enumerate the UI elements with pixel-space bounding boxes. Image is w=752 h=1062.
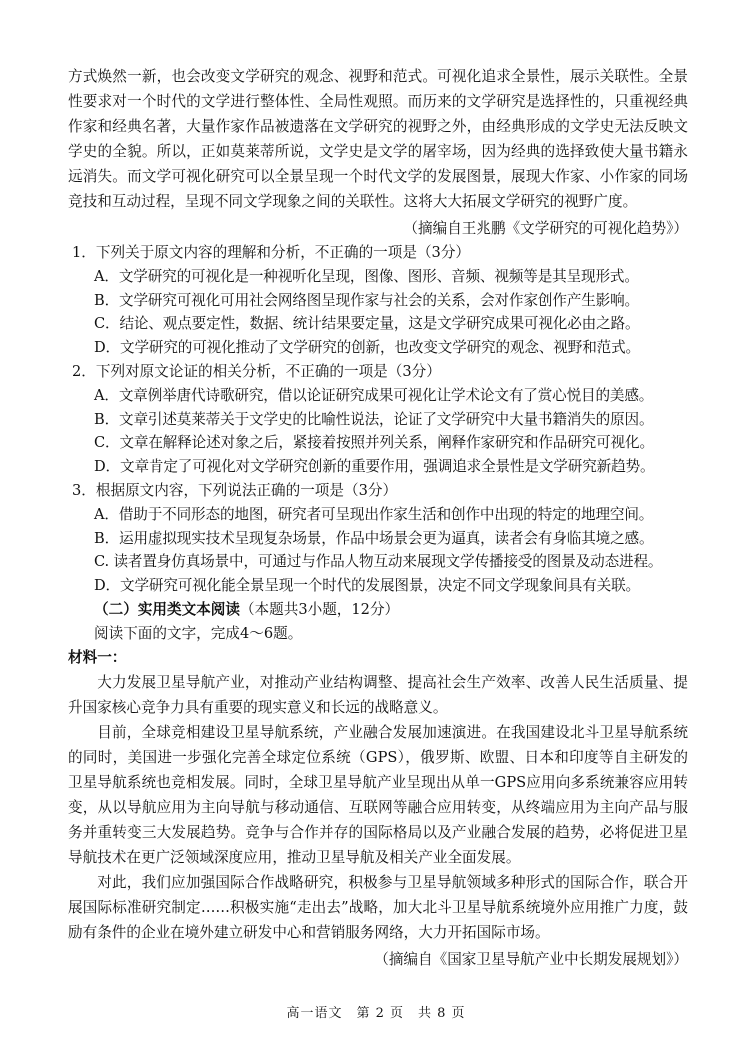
option-b: B．文学研究可视化可用社会网络图呈现作家与社会的关系，会对作家创作产生影响。: [94, 291, 639, 309]
section-heading: [94, 598, 688, 622]
option-d: D．文章肯定了可视化对文学研究创新的重要作用，强调追求全景性是文学研究新趋势。: [94, 458, 655, 476]
question-3: [68, 479, 688, 598]
section-instruction: 阅读下面的文字，完成4～6题。: [94, 624, 303, 642]
option-c: C．结论、观点要定性，数据、统计结果要定量，这是文学研究成果可视化必由之路。: [94, 315, 640, 333]
page-content: [68, 64, 688, 972]
option-d: D．文学研究的可视化推动了文学研究的创新，也改变文学研究的观念、视野和范式。: [94, 339, 640, 357]
material-paragraph: 大力发展卫星导航产业，对推动产业结构调整、提高社会生产效率、改善人民生活质量、提升国家核心竞争力具有重要的现实意义和长远的战略意义。: [68, 673, 688, 716]
passage-paragraph: 方式焕然一新，也会改变文学研究的观念、视野和范式。可视化追求全景性，展示关联性。全景性要求对一个时代的文学进行整体性、全局性观照。而历来的文学研究是选择性的，只重视经典作家和经典名著，大量作家作品被遗落在文学研究的视野之外，由经典形成的文学史无法反映文学史的全貌。所以，正如莫莱蒂所说，文学史是文学的屠宰场，因为经典的选择致使大量书籍永远消失。而文学可视化研究可以全景呈现一个时代文学的发展图景，展现大作家、小作家的同场竞技和互动过程，呈现不同文学现象之间的关联性。这将大大拓展文学研究的视野广度。: [68, 68, 688, 210]
section-title: （二）实用类文本阅读: [94, 600, 240, 618]
page-footer: 高一语文 第 2 页 共 8 页: [286, 1006, 466, 1021]
option-b: B．文章引述莫莱蒂关于文学史的比喻性说法，论证了文学研究中大量书籍消失的原因。: [94, 410, 654, 428]
question-1: [68, 241, 688, 360]
option-c: C. 读者置身仿真场景中，可通过与作品人物互动来展现文学传播接受的图景及动态进程。: [94, 553, 663, 571]
section-info: （本题共3小题，12分）: [239, 600, 400, 618]
option-a: A．借助于不同形态的地图，研究者可呈现出作家生活和创作中出现的特定的地理空间。: [94, 505, 654, 523]
passage-source: （摘编自王兆鹏《文学研究的可视化趋势》）: [403, 220, 688, 237]
material-label: 材料一：: [68, 648, 127, 666]
question-2: [68, 360, 688, 479]
material-paragraph: 目前，全球竞相建设卫星导航系统，产业融合发展加速演进。在我国建设北斗卫星导航系统的同时，美国进一步强化完善全球定位系统（GPS），俄罗斯、欧盟、日本和印度等自主研发的卫星导航系统也竞相发展。同时，全球卫星导航产业呈现出从单一GPS应用向多系统兼容应用转变，从以导航应用为主向导航与移动通信、互联网等融合应用转变，从终端应用为主向产品与服务并重转变三大发展趋势。竞争与合作并存的国际格局以及产业融合发展的趋势，必将促进卫星导航技术在更广泛领域深度应用，推动卫星导航及相关产业全面发展。: [68, 723, 688, 866]
option-c: C．文章在解释论述对象之后，紧接着按照并列关系，阐释作家研究和作品研究可视化。: [94, 434, 654, 452]
question-stem: 3．根据原文内容，下列说法正确的一项是（3分）: [72, 481, 398, 499]
option-a: A．文章例举唐代诗歌研究，借以论证研究成果可视化让学术论文有了赏心悦目的美感。: [94, 386, 654, 404]
material-paragraph: 对此，我们应加强国际合作战略研究，积极参与卫星导航领域多种形式的国际合作，联合开展国际标准研究制定……积极实施“走出去”战略，加大北斗卫星导航系统境外应用推广力度，鼓励有条件的企业在境外建立研发中心和营销服务网络，大力开拓国际市场。: [68, 873, 688, 941]
option-b: B．运用虚拟现实技术呈现复杂场景，作品中场景会更为逼真，读者会有身临其境之感。: [94, 529, 654, 547]
material-source: （摘编自《国家卫星导航产业中长期发展规划》）: [374, 950, 688, 968]
question-stem: 2．下列对原文论证的相关分析，不正确的一项是（3分）: [72, 362, 441, 380]
option-d: D．文学研究可视化能全景呈现一个时代的发展图景，决定不同文学现象间具有关联。: [94, 577, 640, 595]
option-a: A．文学研究的可视化是一种视听化呈现，图像、图形、音频、视频等是其呈现形式。: [94, 267, 639, 285]
question-stem: 1．下列关于原文内容的理解和分析，不正确的一项是（3分）: [72, 244, 471, 261]
